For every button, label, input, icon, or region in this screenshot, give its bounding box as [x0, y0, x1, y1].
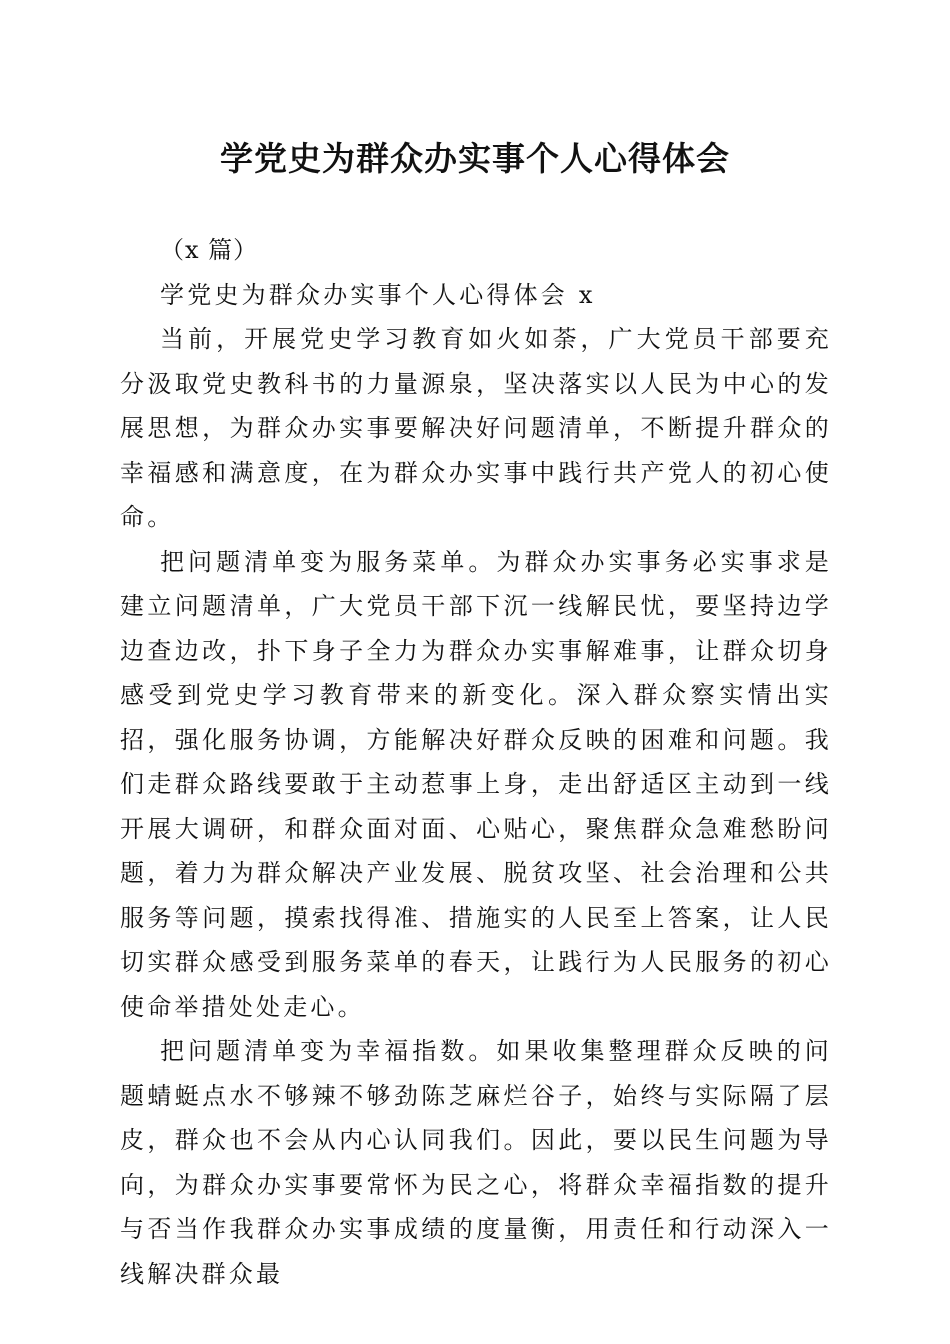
document-body: [120, 228, 832, 1296]
document-subtitle: 学党史为群众办实事个人心得体会 x: [160, 280, 596, 309]
paragraph-service-menu: 把问题清单变为服务菜单。为群众办实事务必实事求是建立问题清单，广大党员干部下沉一线解民忧，要坚持边学边查边改，扑下身子全力为群众办实事解难事，让群众切身感受到党史学习教育带来的新变化。深入群众察实情出实招，强化服务协调，方能解决好群众反映的困难和问题。我们走群众路线要敢于主动惹事上身，走出舒适区主动到一线开展大调研，和群众面对面、心贴心，聚焦群众急难愁盼问题，着力为群众解决产业发展、脱贫攻坚、社会治理和公共服务等问题，摸索找得准、措施实的人民至上答案，让人民切实群众感受到服务菜单的春天，让践行为人民服务的初心使命举措处处走心。: [120, 547, 832, 1021]
paragraph-happiness-index: 把问题清单变为幸福指数。如果收集整理群众反映的问题蜻蜓点水不够辣不够劲陈芝麻烂谷子，始终与实际隔了层皮，群众也不会从内心认同我们。因此，要以民生问题为导向，为群众办实事要常怀为民之心，将群众幸福指数的提升与否当作我群众办实事成绩的度量衡，用责任和行动深入一线解决群众最: [120, 1037, 832, 1288]
paragraph-intro: 当前，开展党史学习教育如火如荼，广大党员干部要充分汲取党史教科书的力量源泉，坚决落实以人民为中心的发展思想，为群众办实事要解决好问题清单，不断提升群众的幸福感和满意度，在为群众办实事中践行共产党人的初心使命。: [120, 325, 832, 531]
count-note: （x 篇）: [160, 236, 259, 264]
document-title: 学党史为群众办实事个人心得体会: [220, 139, 730, 178]
